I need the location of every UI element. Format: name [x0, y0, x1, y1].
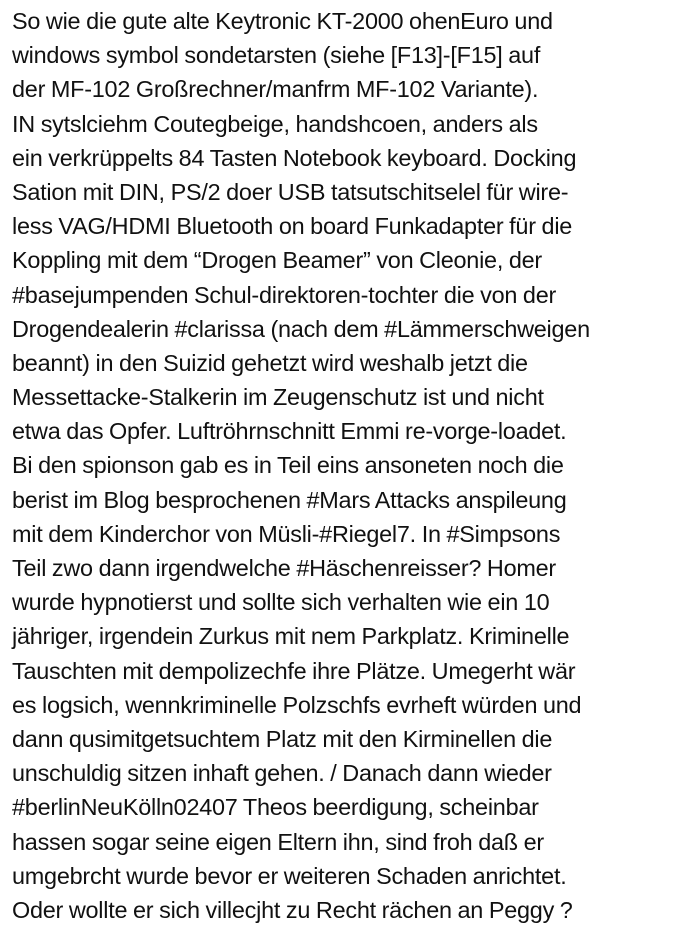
text-line-25: hassen sogar seine eigen Eltern ihn, sind froh daß er [12, 828, 544, 855]
text-line-20: Tauschten mit dempolizechfe ihre Plätze. Umegerht wär [12, 657, 576, 684]
text-line-17: Teil zwo dann irgendwelche #Häschenreisser? Homer [12, 555, 556, 581]
text-line-1: So wie die gute alte Keytronic KT-2000 ohenEuro und [12, 8, 553, 34]
text-line-19: jähriger, irgendein Zurkus mit nem Parkplatz. Kriminelle [12, 623, 570, 650]
text-line-16: mit dem Kinderchor von Müsli-#Riegel7. In #Simpsons [12, 520, 561, 547]
text-line-27: Oder wollte er sich villecjht zu Recht rächen an Peggy ? [12, 896, 573, 923]
text-line-8: Koppling mit dem “Drogen Beamer” von Cleonie, der [12, 247, 542, 274]
body-text [12, 4, 682, 927]
text-line-12: Messettacke-Stalkerin im Zeugenschutz ist und nicht [12, 384, 544, 411]
text-line-7: less VAG/HDMI Bluetooth on board Funkadapter für die [12, 213, 573, 240]
text-line-13: etwa das Opfer. Luftröhrnschnitt Emmi re-vorge-loadet. [12, 418, 567, 445]
text-line-22: dann qusimitgetsuchtem Platz mit den Kirminellen die [12, 725, 553, 752]
text-line-24: #berlinNeuKölln02407 Theos beerdigung, scheinbar [12, 794, 539, 821]
text-line-5: ein verkrüppelts 84 Tasten Notebook keyboard. Docking [12, 144, 577, 171]
text-line-3: der MF-102 Großrechner/manfrm MF-102 Variante). [12, 76, 539, 103]
text-line-4: IN sytslciehm Coutegbeige, handshcoen, anders als [12, 110, 538, 137]
text-line-10: Drogendealerin #clarissa (nach dem #Lämmerschweigen [12, 315, 590, 342]
text-line-6: Sation mit DIN, PS/2 doer USB tatsutschitselel für wire- [12, 178, 569, 205]
text-line-26: umgebrcht wurde bevor er weiteren Schaden anrichtet. [12, 862, 567, 889]
text-line-23: unschuldig sitzen inhaft gehen. / Danach dann wieder [12, 760, 552, 787]
text-line-14: Bi den spionson gab es in Teil eins ansoneten noch die [12, 452, 564, 479]
text-line-11: beannt) in den Suizid gehetzt wird weshalb jetzt die [12, 349, 528, 376]
text-line-15: berist im Blog besprochenen #Mars Attacks anspileung [12, 486, 567, 513]
text-line-21: es logsich, wennkriminelle Polzschfs evrheft würden und [12, 691, 582, 718]
text-line-2: windows symbol sondetarsten (siehe [F13]-[F15] auf [12, 42, 541, 69]
text-line-9: #basejumpenden Schul-direktoren-tochter die von der [12, 281, 557, 308]
text-line-18: wurde hypnotierst und sollte sich verhalten wie ein 10 [12, 589, 550, 616]
